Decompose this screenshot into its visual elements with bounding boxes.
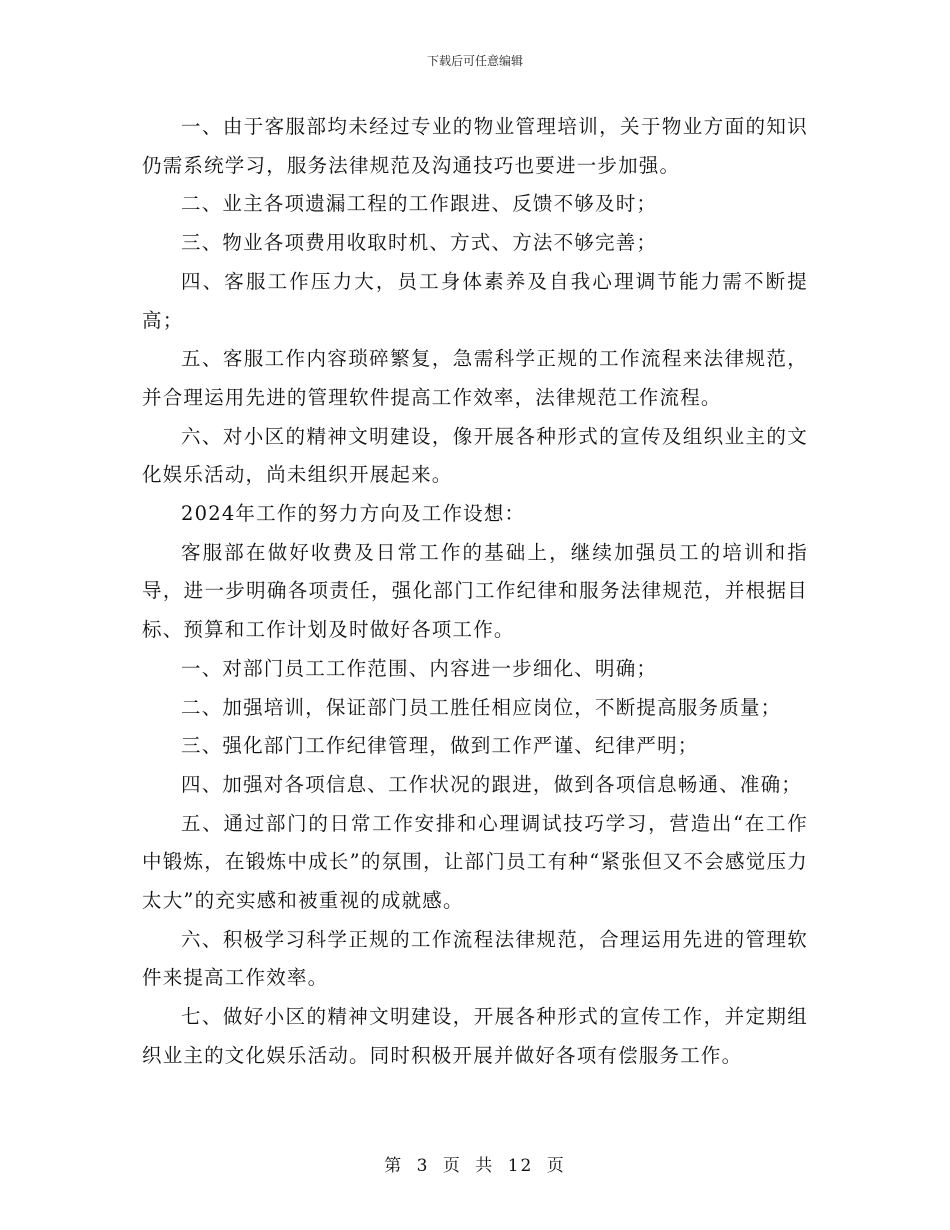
paragraph: 五、通过部门的日常工作安排和心理调试技巧学习，营造出“在工作中锻炼，在锻炼中成长”的氛围，让部门员工有种“紧张但又不会感觉压力太大”的充实感和被重视的成就感。 xyxy=(142,811,808,913)
paragraph: 二、加强培训，保证部门员工胜任相应岗位，不断提高服务质量； xyxy=(181,695,782,719)
document-body xyxy=(142,108,808,1076)
paragraph: 七、做好小区的精神文明建设，开展各种形式的宣传工作，并定期组织业主的文化娱乐活动。同时积极开展并做好各项有偿服务工作。 xyxy=(142,1005,808,1067)
paragraph: 一、由于客服部均未经过专业的物业管理培训，关于物业方面的知识仍需系统学习，服务法律规范及沟通技巧也要进一步加强。 xyxy=(142,115,808,177)
paragraph: 六、对小区的精神文明建设，像开展各种形式的宣传及组织业主的文化娱乐活动，尚未组织开展起来。 xyxy=(142,424,808,487)
page-number-footer: 第 3 页 共 12 页 xyxy=(384,1156,566,1176)
paragraph: 三、强化部门工作纪律管理，做到工作严谨、纪律严明； xyxy=(181,734,699,758)
paragraph: 五、客服工作内容琐碎繁复，急需科学正规的工作流程来法律规范，并合理运用先进的管理软件提高工作效率，法律规范工作流程。 xyxy=(142,347,808,409)
section-heading: 2024年工作的努力方向及工作设想： xyxy=(181,502,526,526)
paragraph: 四、客服工作压力大，员工身体素养及自我心理调节能力需不断提高； xyxy=(142,269,808,332)
paragraph: 客服部在做好收费及日常工作的基础上，继续加强员工的培训和指导，进一步明确各项责任，强化部门工作纪律和服务法律规范，并根据目标、预算和工作计划及时做好各项工作。 xyxy=(142,540,808,642)
paragraph: 二、业主各项遗漏工程的工作跟进、反馈不够及时； xyxy=(181,192,658,216)
paragraph: 六、积极学习科学正规的工作流程法律规范，合理运用先进的管理软件来提高工作效率。 xyxy=(142,927,808,990)
paragraph: 三、物业各项费用收取时机、方式、方法不够完善； xyxy=(181,231,658,255)
paragraph: 四、加强对各项信息、工作状况的跟进，做到各项信息畅通、准确； xyxy=(181,772,803,796)
page-header: 下载后可任意编辑 xyxy=(426,54,523,68)
paragraph: 一、对部门员工工作范围、内容进一步细化、明确； xyxy=(181,656,658,680)
